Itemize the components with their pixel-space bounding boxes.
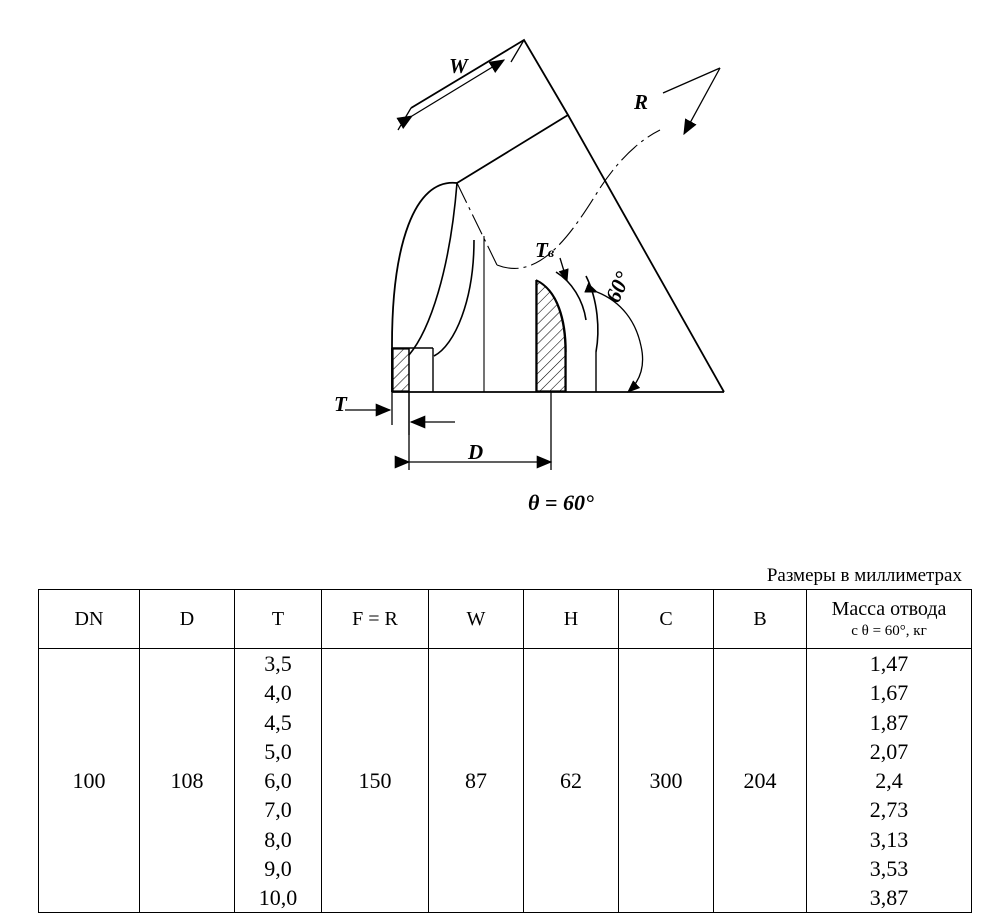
label-angle-60: 60°: [600, 267, 636, 307]
table-row: [39, 649, 972, 913]
section-hatching: [393, 281, 565, 391]
column-header-h: H: [524, 590, 619, 649]
column-header-t: T: [235, 590, 322, 649]
specification-table: [38, 589, 972, 913]
t-value: 3,5: [264, 651, 292, 676]
cell-f-r: 150: [322, 649, 429, 913]
label-tb-sub: в: [547, 246, 555, 261]
units-caption: Размеры в миллиметрах: [766, 565, 962, 586]
t-value: 8,0: [264, 826, 292, 852]
label-tb-main: T: [535, 238, 548, 262]
label-d: D: [468, 440, 484, 464]
cell-dn: 100: [39, 649, 140, 913]
mass-value: 2,4: [875, 768, 903, 793]
mass-value: 1,87: [869, 709, 909, 735]
mass-value: 2,07: [869, 738, 909, 764]
table-body: [39, 649, 972, 913]
cell-c: 300: [619, 649, 714, 913]
table-header: [39, 590, 972, 649]
mass-value: 1,47: [869, 651, 909, 676]
column-header-b: B: [714, 590, 807, 649]
label-tb: [535, 238, 554, 263]
label-t: T: [334, 392, 347, 416]
mass-header-line2: с θ = 60°, кг: [851, 623, 927, 640]
t-value: 5,0: [264, 738, 292, 764]
label-theta: θ = 60°: [528, 490, 594, 515]
column-header-mass: [807, 590, 972, 649]
column-header-dn: DN: [39, 590, 140, 649]
column-header-w: W: [429, 590, 524, 649]
column-header-f-r: F = R: [322, 590, 429, 649]
table-header-row: [39, 590, 972, 649]
mass-header-line1: Масса отвода: [831, 598, 947, 621]
mass-value: 3,87: [869, 885, 909, 910]
mass-value: 3,13: [869, 826, 909, 852]
mass-value: 1,67: [869, 680, 909, 706]
mass-value: 3,53: [869, 855, 909, 881]
cell-d: 108: [140, 649, 235, 913]
cell-w: 87: [429, 649, 524, 913]
cell-h: 62: [524, 649, 619, 913]
t-value: 4,0: [264, 680, 292, 706]
mass-value: 2,73: [869, 797, 909, 823]
label-r: R: [634, 90, 649, 114]
specification-table-wrapper: [38, 589, 962, 913]
column-header-d: D: [140, 590, 235, 649]
cell-t-values: [235, 649, 322, 913]
t-value: 9,0: [264, 855, 292, 881]
cell-b: 204: [714, 649, 807, 913]
t-value: 7,0: [264, 797, 292, 823]
t-value: 6,0: [264, 768, 292, 793]
dimension-angle: [597, 292, 643, 392]
cell-mass-values: [807, 649, 972, 913]
t-value: 4,5: [264, 709, 292, 735]
dimension-r: [663, 68, 720, 134]
t-value: 10,0: [258, 885, 298, 910]
column-header-c: C: [619, 590, 714, 649]
label-w: W: [449, 54, 468, 78]
dimension-t: [345, 392, 455, 435]
